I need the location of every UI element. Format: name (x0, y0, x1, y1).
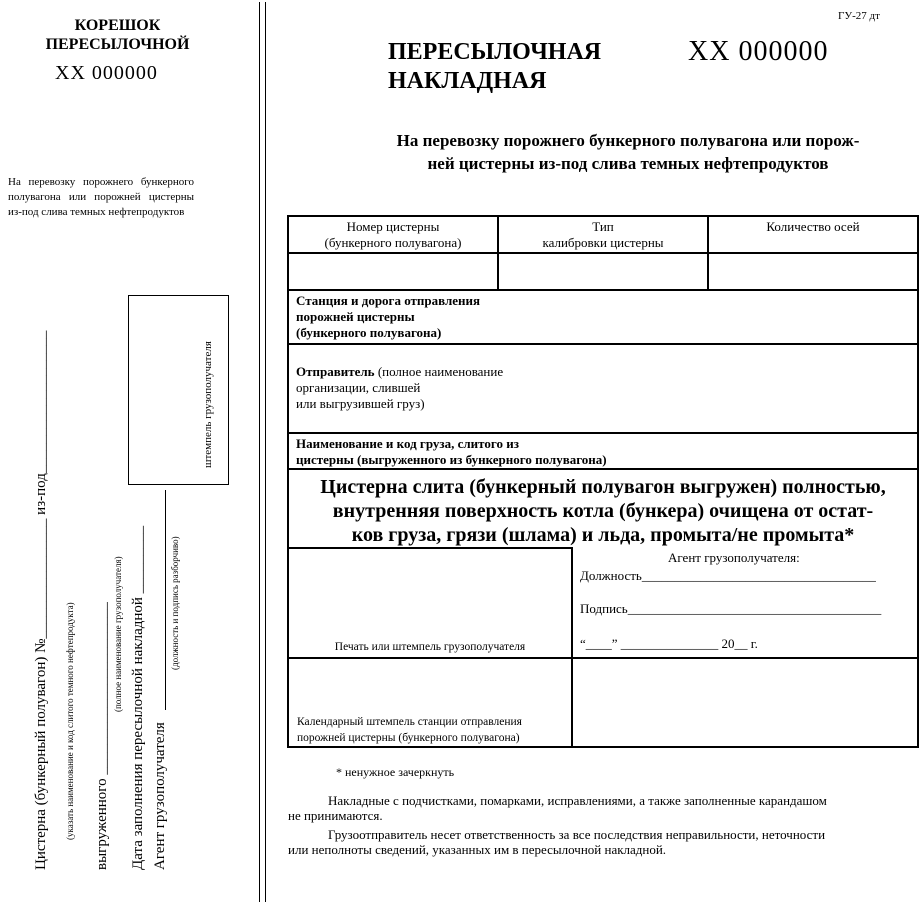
stub-agent-underline (165, 490, 166, 710)
calendar-label-line2: порожней цистерны (бункерного полувагона) (297, 732, 520, 744)
paragraph-responsibility (288, 827, 918, 857)
header-axles-count: Количество осей (766, 219, 860, 234)
paragraph-corrections (288, 793, 918, 823)
stub-consignee-hint: (полное наименование грузополучателя) (113, 556, 123, 712)
station-label-line1: Станция и дорога отправления (296, 293, 481, 308)
stub-tank-line: Цистерна (бункерный полувагон) №________________ из-под___________________ (33, 330, 49, 870)
row-divider (287, 547, 573, 549)
header-calibration-line1: Тип (592, 219, 614, 234)
row-divider (287, 289, 919, 291)
axles-count-field[interactable] (709, 254, 917, 289)
sender-label (296, 364, 503, 412)
header-tank-number (289, 219, 497, 251)
cargo-label-line2: цистерны (выгруженного из бункерного полувагона) (296, 452, 607, 467)
stub-title-line1: КОРЕШОК (74, 17, 161, 34)
separator-line-2 (265, 2, 266, 902)
form-subtitle-line2: ней цистерны из-под слива темных нефтепродуктов (427, 154, 829, 173)
date-field[interactable]: “____” _______________ 20__ г. (580, 636, 758, 651)
sender-label-line1: (полное наименование (374, 364, 504, 379)
station-label-line2: порожней цистерны (296, 309, 415, 324)
calendar-label-line1: Календарный штемпель станции отправления (297, 716, 522, 728)
form-code: ГУ-27 дт (838, 10, 880, 22)
agent-label: Агент грузополучателя: (668, 550, 800, 565)
statement-line1: Цистерна слита (бункерный полувагон выгружен) полностью, (320, 476, 886, 498)
stub-agent-hint: (должность и подпись разборчиво) (170, 536, 180, 670)
stub-stamp-label: штемпель грузополучателя (202, 341, 214, 468)
sender-label-bold: Отправитель (296, 364, 375, 379)
paragraph-corrections-line1: Накладные с подчистками, помарками, исправлениями, а также заполненные карандашом (328, 793, 827, 808)
form-title-line2: НАКЛАДНАЯ (388, 68, 547, 94)
footnote: * ненужное зачеркнуть (336, 765, 455, 779)
sender-label-line3: или выгрузившей груз) (296, 396, 425, 411)
cleaning-statement (292, 475, 914, 547)
header-tank-number-line2: (бункерного полувагона) (324, 235, 462, 250)
paragraph-responsibility-line1: Грузоотправитель несет ответственность за все последствия неправильности, неточности (328, 827, 826, 842)
stub-date-line: Дата заполнения пересылочной накладной _________ (130, 525, 146, 870)
stub-agent-line: Агент грузополучателя (152, 722, 168, 870)
calendar-stamp-label (297, 714, 522, 746)
form-title-line1: ПЕРЕСЫЛОЧНАЯ (388, 39, 602, 65)
form-title (388, 38, 601, 96)
stub-number: ХХ 000000 (55, 62, 158, 84)
form-subtitle (348, 129, 908, 175)
signature-field[interactable]: Подпись_______________________________________ (580, 601, 882, 616)
form-number: ХХ 000000 (688, 36, 829, 67)
station-label-line3: (бункерного полувагона) (296, 325, 442, 340)
statement-line3: ков груза, грязи (шлама) и льда, промыта/не промыта* (351, 524, 855, 546)
tank-number-field[interactable] (289, 254, 497, 289)
stub-description: На перевозку порожнего бункерного полувагона или порожней цистерны из-под слива темных нефтепродуктов (8, 176, 194, 218)
station-label (296, 293, 480, 341)
row-divider (287, 657, 919, 659)
position-field[interactable]: Должность____________________________________ (580, 568, 876, 583)
cargo-label (296, 436, 607, 468)
row-divider (287, 343, 919, 345)
separator-line-1 (259, 2, 260, 902)
seal-label: Печать или штемпель грузополучателя (334, 641, 526, 653)
paragraph-corrections-line2: не принимаются. (288, 808, 383, 823)
statement-line2: внутренняя поверхность котла (бункера) очищена от остат- (332, 500, 874, 522)
paragraph-responsibility-line2: или неполноты сведений, указанных им в пересылочной накладной. (288, 842, 667, 857)
col-divider (571, 547, 573, 746)
calibration-type-field[interactable] (499, 254, 707, 289)
stub-title-line2: ПЕРЕСЫЛОЧНОЙ (45, 36, 190, 53)
stub-title (30, 16, 205, 54)
cargo-label-line1: Наименование и код груза, слитого из (296, 436, 519, 451)
row-divider (287, 432, 919, 434)
header-calibration-type (499, 219, 707, 251)
row-divider (287, 468, 919, 470)
sender-label-line2: организации, слившей (296, 380, 421, 395)
stub-unloaded-line: выгруженного _______________________ (94, 602, 110, 870)
stub-cargo-hint: (указать наименование и код слитого темного нефтепродукта) (65, 602, 75, 840)
form-subtitle-line1: На перевозку порожнего бункерного полувагона или порож- (396, 131, 860, 150)
header-calibration-line2: калибровки цистерны (542, 235, 664, 250)
header-tank-number-line1: Номер цистерны (346, 219, 440, 234)
